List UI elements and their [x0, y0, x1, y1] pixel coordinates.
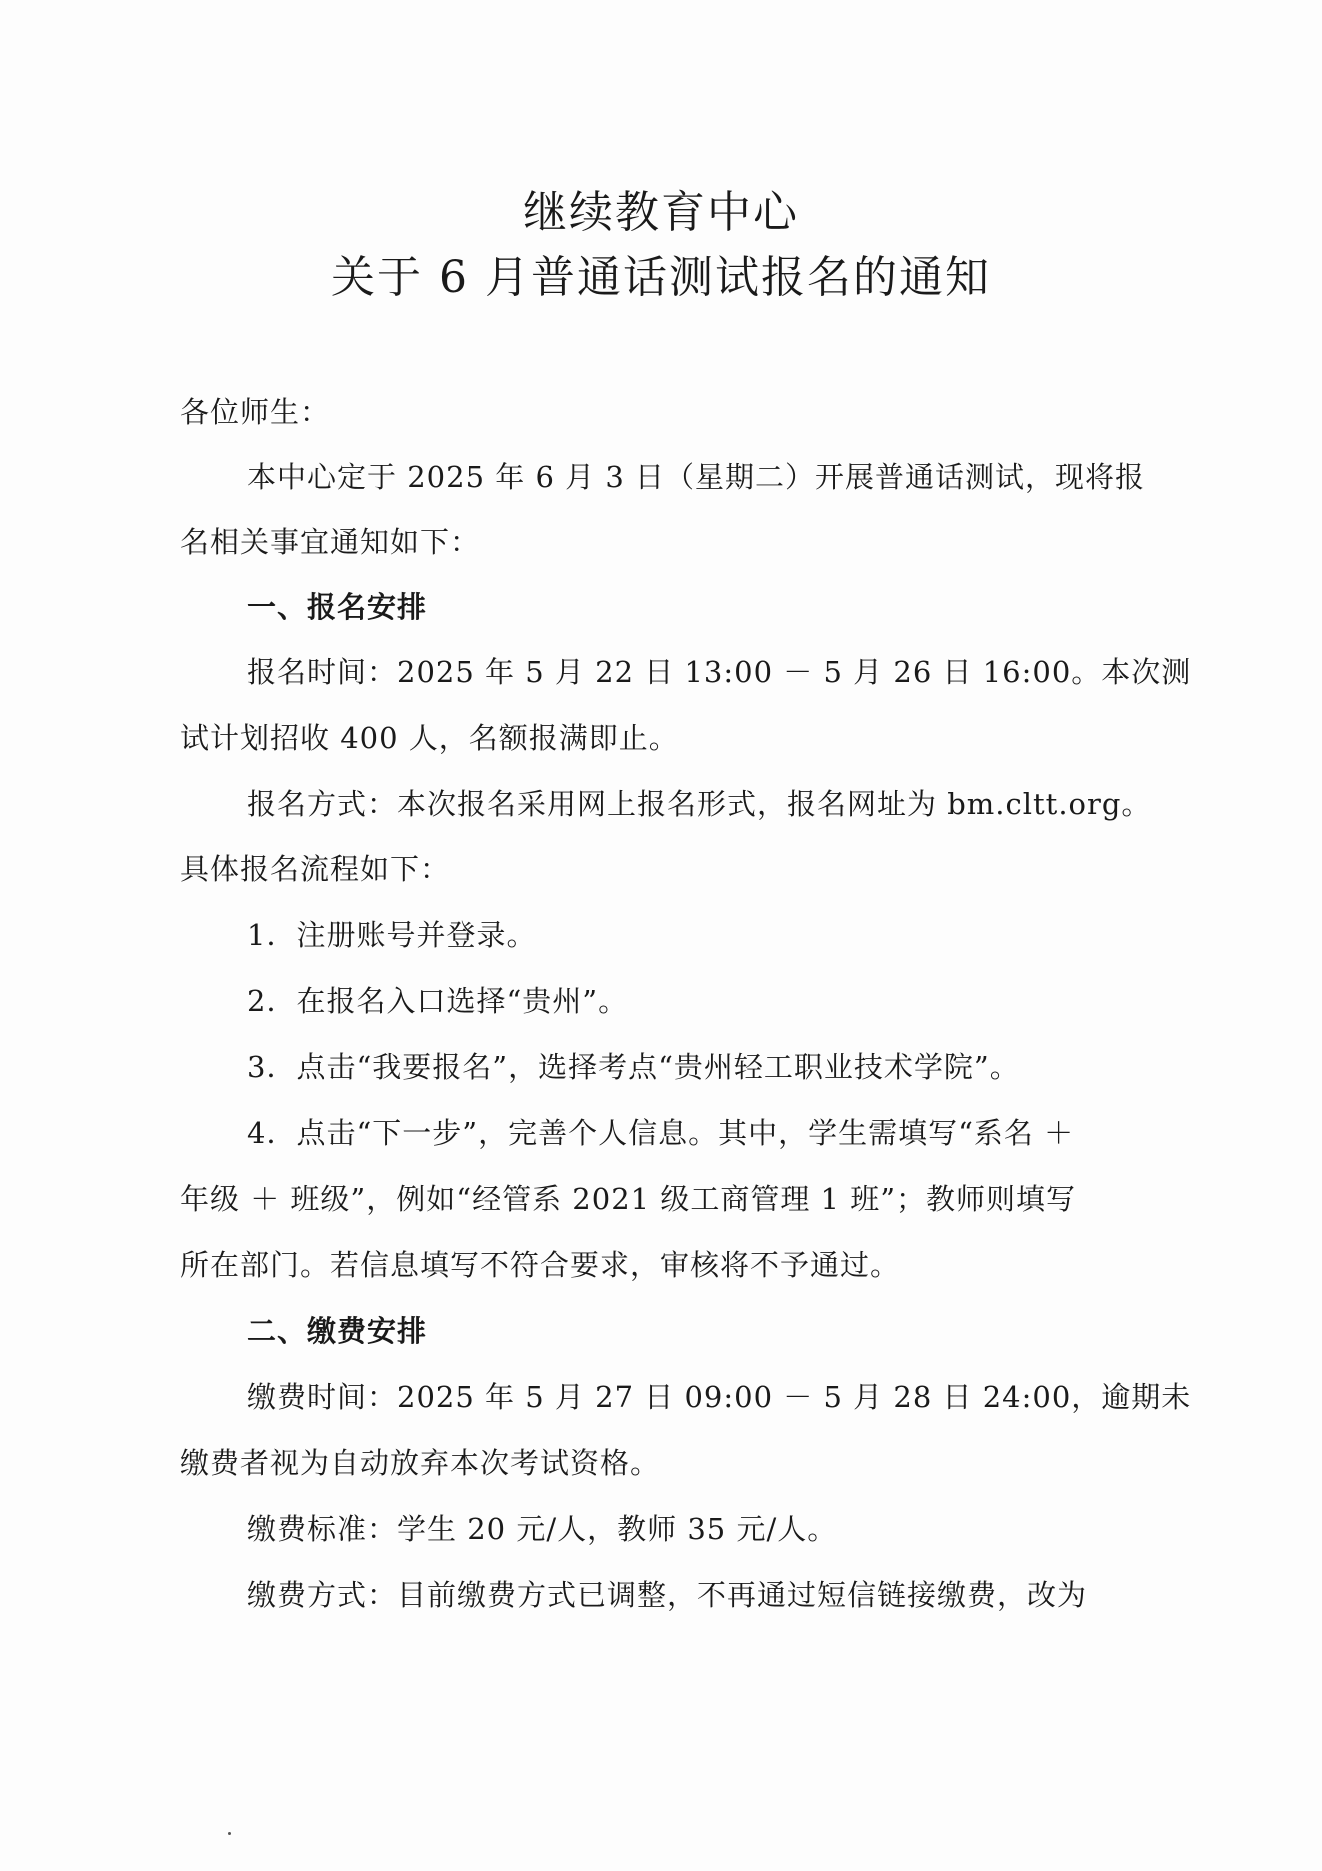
payment-standard: 缴费标准：学生 20 元/人，教师 35 元/人。: [247, 1512, 838, 1546]
registration-method-line-2: 具体报名流程如下：: [180, 852, 451, 886]
registration-step-3: 3．点击“我要报名”，选择考点“贵州轻工职业技术学院”。: [247, 1050, 1020, 1084]
payment-time-line-1: 缴费时间：2025 年 5 月 27 日 09:00 － 5 月 28 日 24:00，逾期未: [247, 1380, 1192, 1414]
registration-step-2: 2．在报名入口选择“贵州”。: [247, 984, 629, 1018]
document-title: 关于 6 月普通话测试报名的通知: [331, 252, 991, 303]
intro-line-2: 名相关事宜通知如下：: [180, 525, 481, 559]
registration-step-4-line-2: 年级 ＋ 班级”，例如“经管系 2021 级工商管理 1 班”；教师则填写: [180, 1182, 1077, 1216]
section-heading-registration: 一、报名安排: [247, 590, 428, 624]
section-heading-payment: 二、缴费安排: [247, 1314, 428, 1348]
payment-time-line-2: 缴费者视为自动放弃本次考试资格。: [180, 1446, 661, 1480]
scan-speck: [228, 1832, 231, 1835]
registration-time-line-2: 试计划招收 400 人，名额报满即止。: [180, 721, 679, 755]
registration-step-4-line-3: 所在部门。若信息填写不符合要求，审核将不予通过。: [180, 1248, 901, 1282]
registration-step-4-line-1: 4．点击“下一步”，完善个人信息。其中，学生需填写“系名 ＋: [247, 1116, 1075, 1150]
registration-time-line-1: 报名时间：2025 年 5 月 22 日 13:00 － 5 月 26 日 16:00。本次测: [247, 655, 1192, 689]
payment-method: 缴费方式：目前缴费方式已调整，不再通过短信链接缴费，改为: [247, 1578, 1088, 1612]
registration-method-line-1: 报名方式：本次报名采用网上报名形式，报名网址为 bm.cltt.org。: [247, 787, 1152, 821]
intro-line-1: 本中心定于 2025 年 6 月 3 日（星期二）开展普通话测试，现将报: [247, 460, 1146, 494]
document-title-org: 继续教育中心: [523, 187, 799, 238]
registration-step-1: 1．注册账号并登录。: [247, 918, 537, 952]
salutation: 各位师生：: [180, 395, 331, 429]
